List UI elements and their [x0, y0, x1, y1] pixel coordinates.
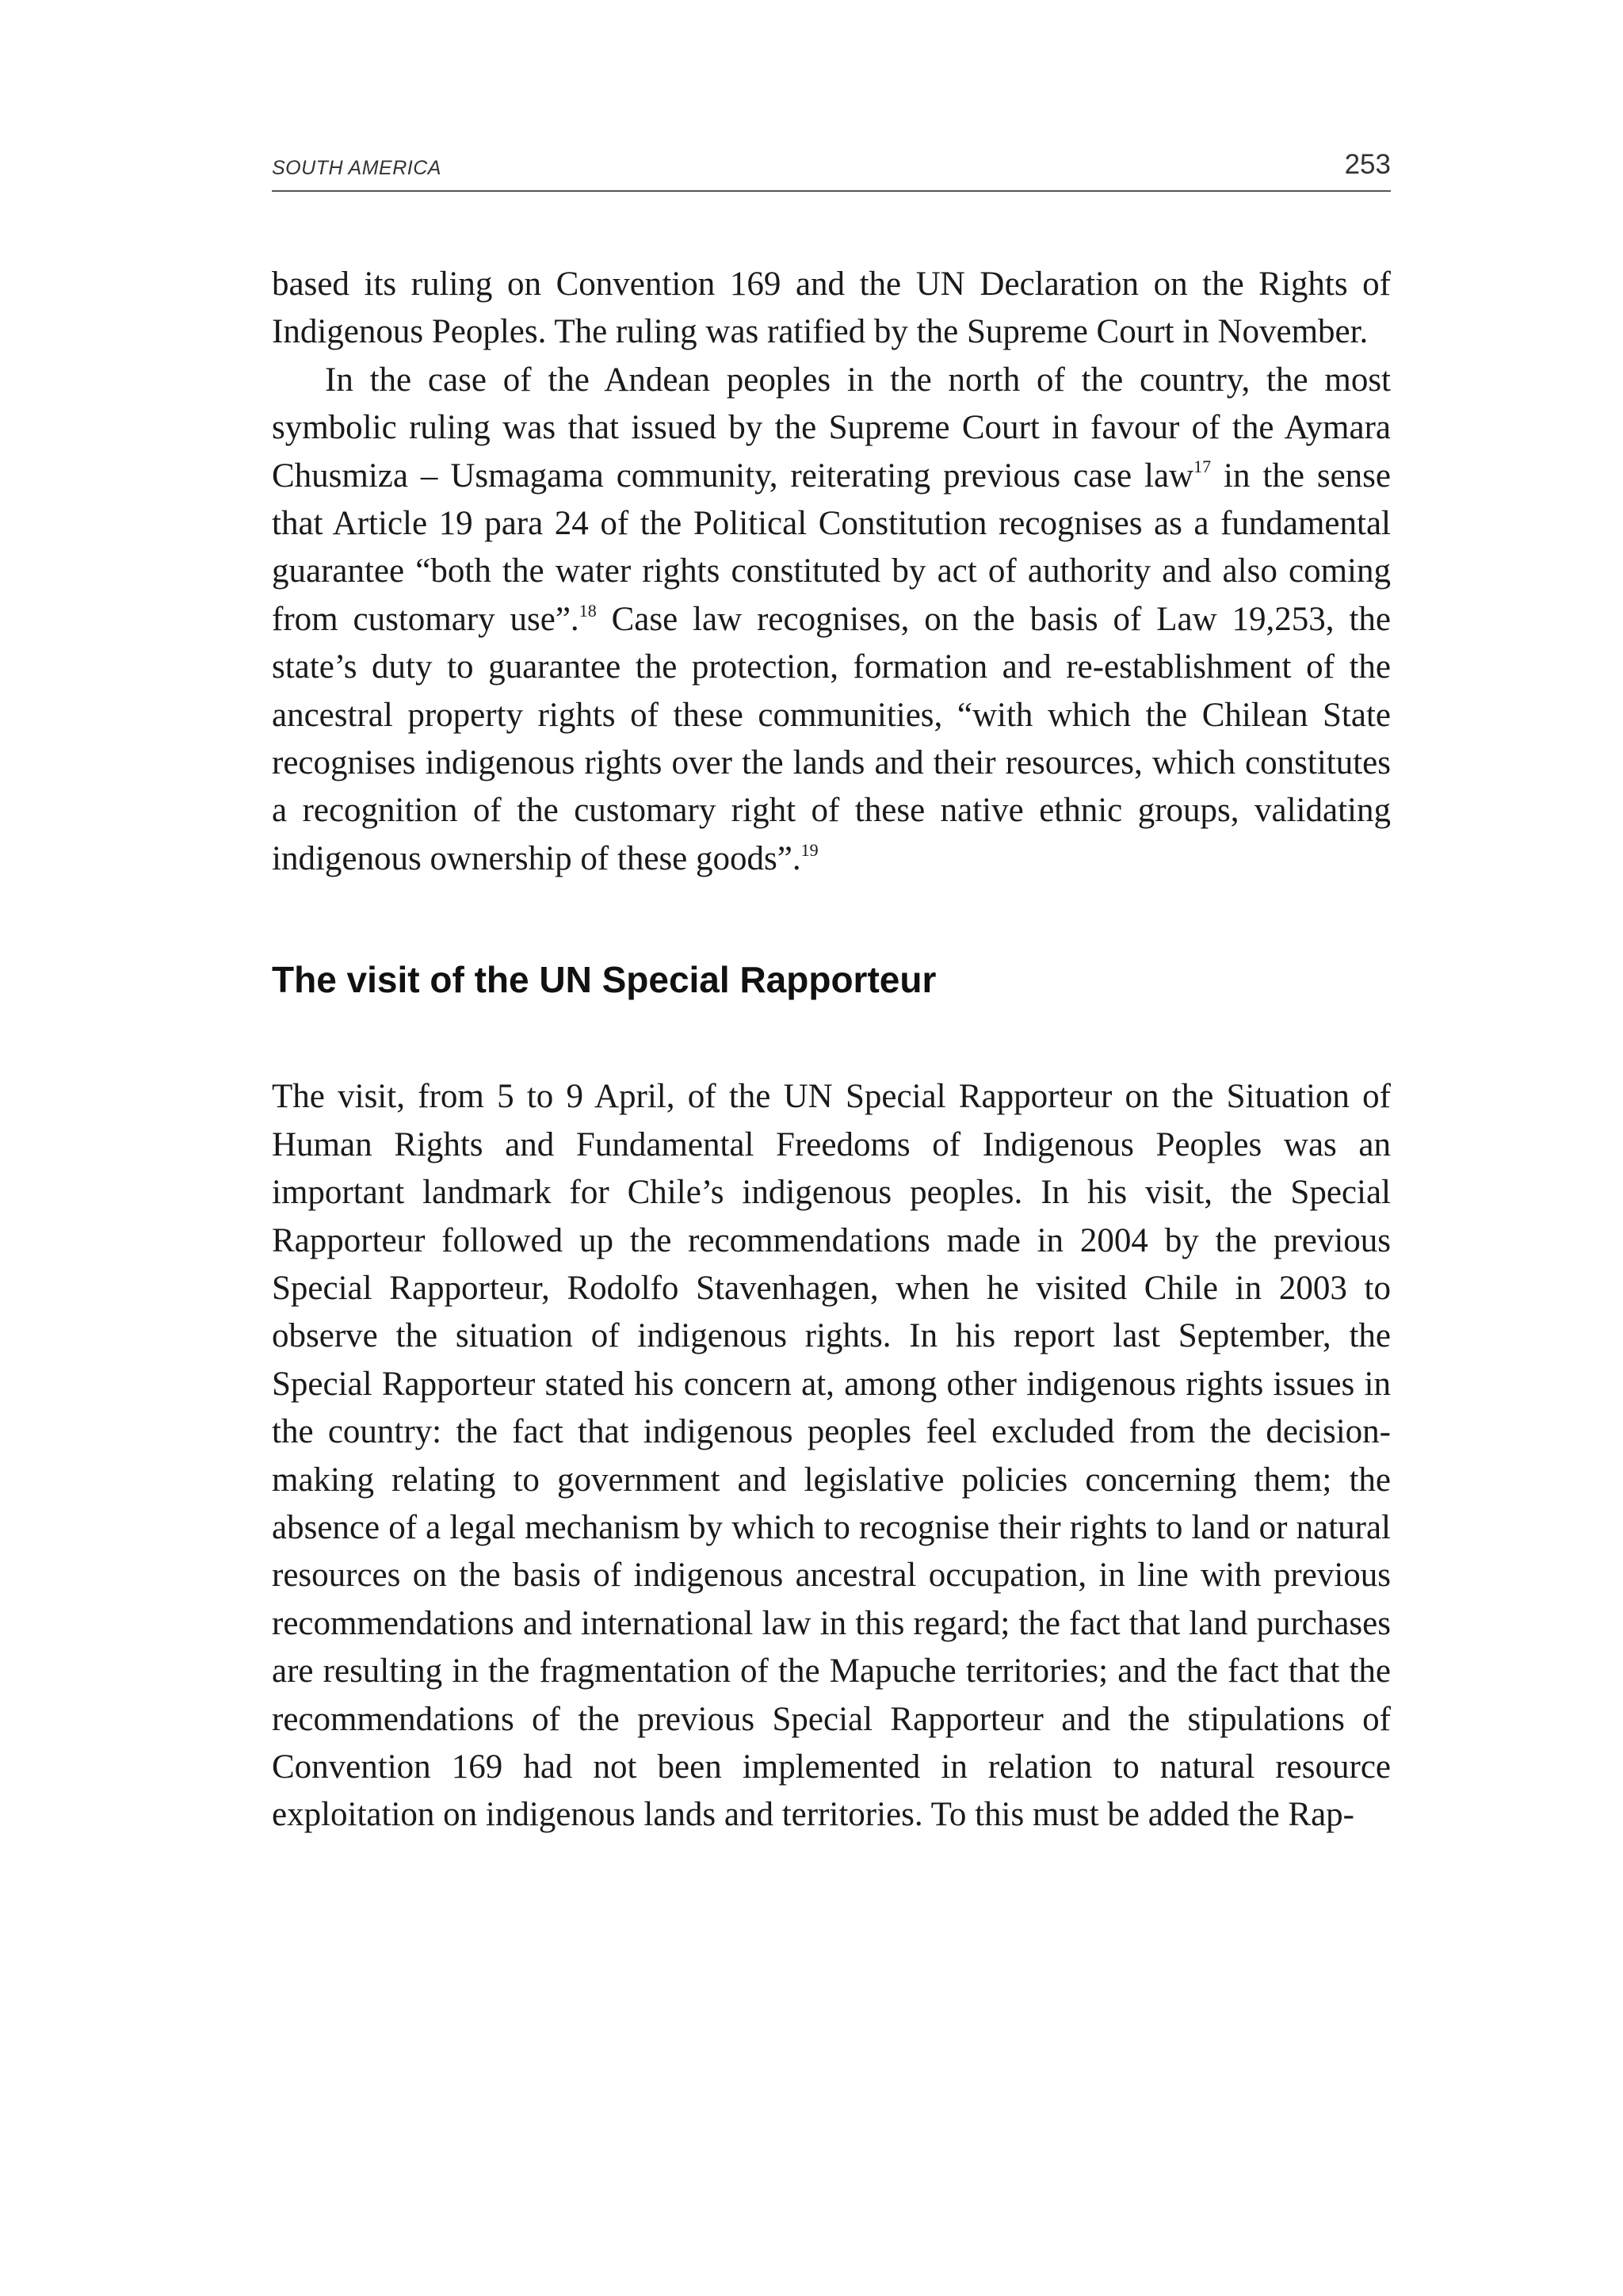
- section-heading: The visit of the UN Special Rapporteur: [272, 959, 937, 1001]
- footnote-ref-18[interactable]: 18: [579, 600, 597, 621]
- footnote-ref-19[interactable]: 19: [800, 839, 819, 860]
- paragraph-1-text: based its ruling on Convention 169 and the UN Declaration on the Rights of Indigenous Peoples. The ruling was ratified by the Supreme Court in November.: [272, 266, 1391, 351]
- document-page: [272, 151, 1391, 1839]
- paragraph-2-text-c: Case law recognises, on the basis of Law 19,253, the state’s duty to guarantee the protection, formation and re-establishment of the ancestral property rights of these communities, “with which the Chilean State recognises indigenous rights over the lands and their resources, which constitutes a recognition of the customary right of these native ethnic groups, validating indigenous ownership of these goods”.: [272, 600, 1392, 877]
- footnote-ref-17[interactable]: 17: [1193, 457, 1212, 477]
- paragraph-3: [272, 1073, 1391, 1839]
- paragraph-2: [272, 357, 1391, 883]
- section-label: SOUTH AMERICA: [272, 157, 441, 179]
- page-number: 253: [1344, 149, 1391, 180]
- paragraph-3-text: The visit, from 5 to 9 April, of the UN Special Rapporteur on the Situation of Human Rights and Fundamental Freedoms of Indigenous Peoples was an important landmark for Chile’s indigenous peoples. In his visit, the Special Rapporteur followed up the recommendations made in 2004 by the previous Special Rapporteur, Rodolfo Stavenhagen, when he visited Chile in 2003 to observe the situation of indigenous rights. In his report last September, the Special Rapporteur stated his concern at, among other indigenous rights issues in the country: the fact that indigenous peoples feel excluded from the decision-making relating to government and legislative policies concerning them; the absence of a legal mechanism by which to recognise their rights to land or natural resources on the basis of indigenous ancestral occupation, in line with previous recommendations and international law in this regard; the fact that land purchases are resulting in the fragmentation of the Mapuche territories; and the fact that the recommendations of the previous Special Rapporteur and the stipulations of Convention 169 had not been implemented in relation to natural resource exploitation on indigenous lands and territories. To this must be added the Rap-: [272, 1078, 1391, 1834]
- paragraph-2-text-b: in the sense that Article 19 para 24 of the Political Constitution recognises as a fundamental guarantee “both the water rights constituted by act of authority and also coming from customary use”.: [272, 457, 1391, 638]
- paragraph-1: [272, 261, 1391, 357]
- running-head: [272, 151, 1391, 192]
- paragraph-2-text-a: In the case of the Andean peoples in the north of the country, the most symbolic ruling was that issued by the Supreme Court in favour of the Aymara Chusmiza – Usmagama community, reiterating previous case law: [272, 361, 1391, 495]
